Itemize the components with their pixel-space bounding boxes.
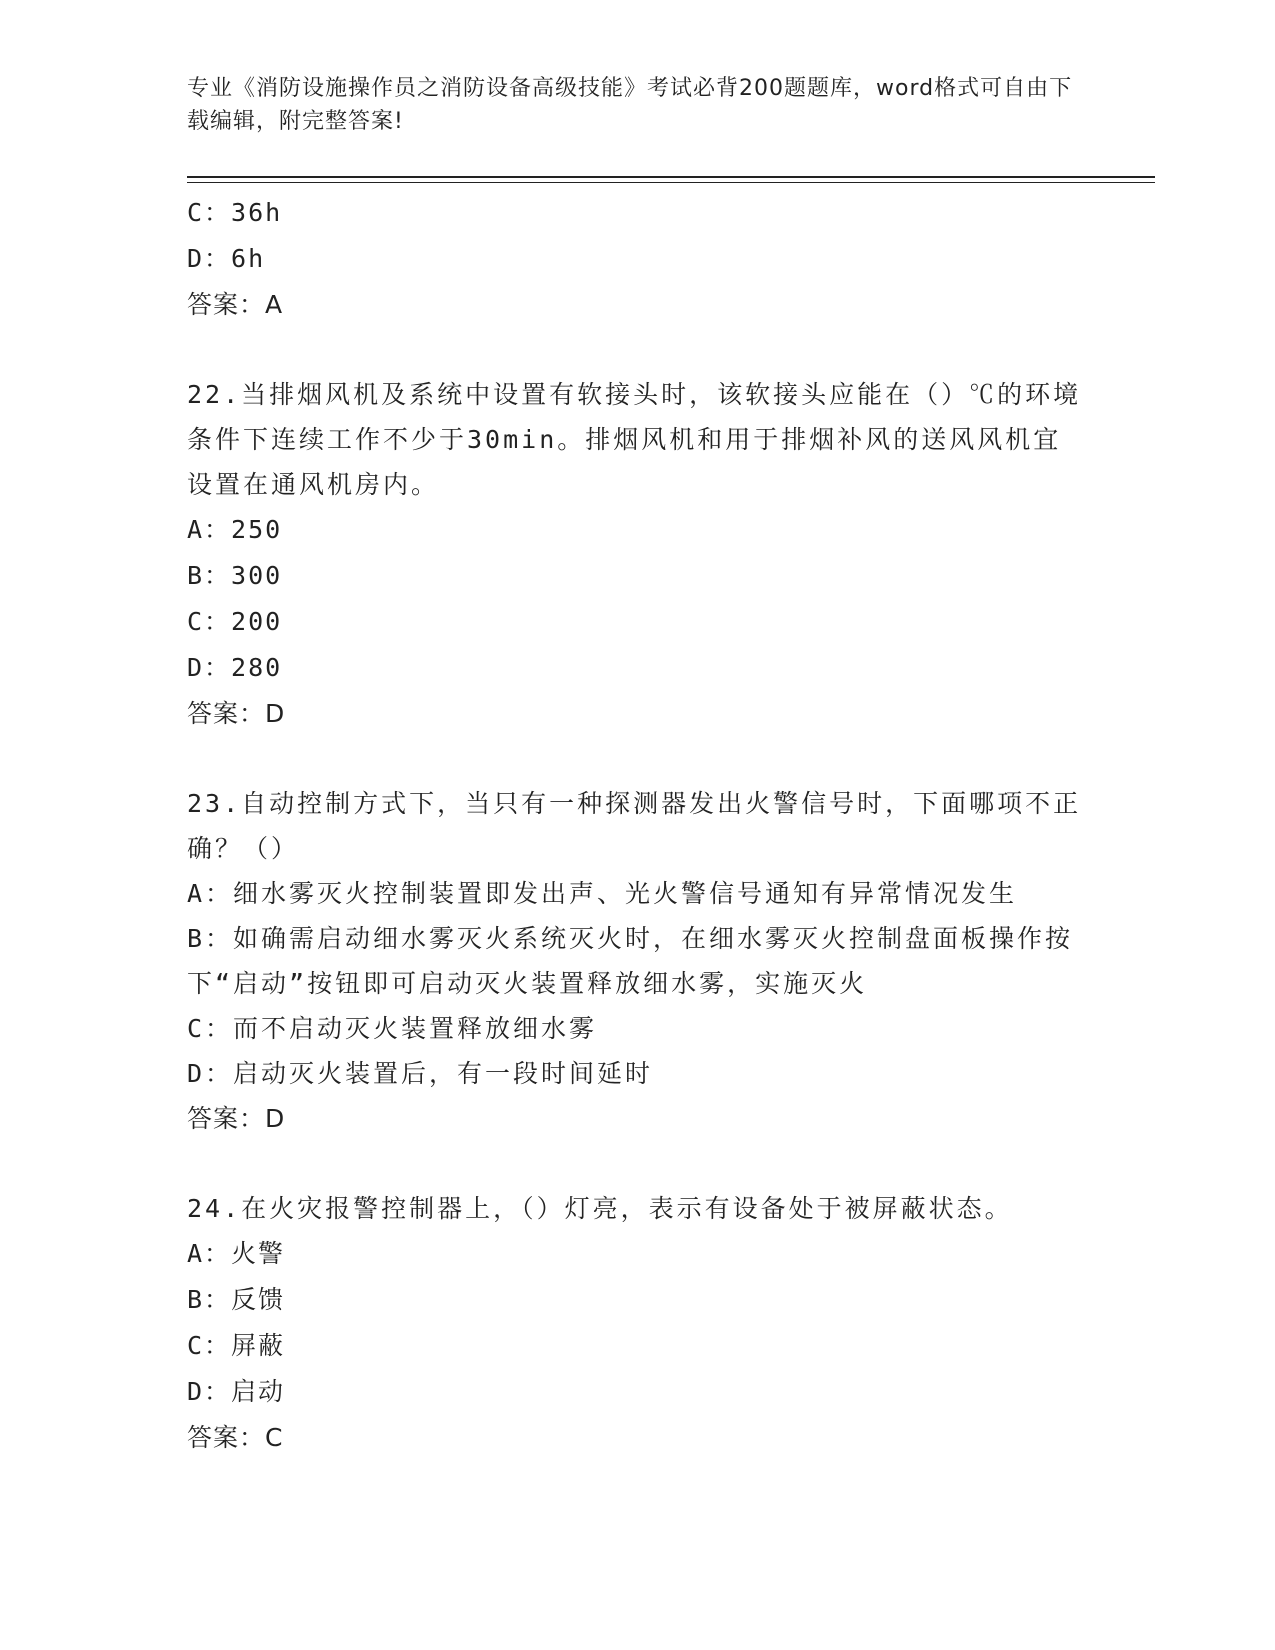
question-22 [187, 372, 1087, 737]
document-header: 专业《消防设施操作员之消防设备高级技能》考试必背200题题库，word格式可自由下载编辑，附完整答案! [187, 76, 1073, 134]
option-a: A：细水雾灭火控制装置即发出声、光火警信号通知有异常情况发生 [187, 879, 1018, 908]
previous-question-tail [187, 190, 1087, 328]
question-23 [187, 781, 1087, 1142]
answer-line: 答案：A [187, 290, 284, 319]
question-24 [187, 1186, 1087, 1461]
option-c: C：36h [187, 198, 283, 227]
option-a: A：250 [187, 515, 283, 544]
answer-line: 答案：D [187, 1104, 286, 1133]
option-c: C：200 [187, 607, 283, 636]
option-b: B：300 [187, 561, 283, 590]
header-rule-thick [187, 176, 1155, 178]
option-d: D：6h [187, 244, 266, 273]
option-d: D：启动 [187, 1377, 286, 1406]
option-d: D：280 [187, 653, 283, 682]
answer-line: 答案：C [187, 1423, 284, 1452]
question-stem: 23.自动控制方式下，当只有一种探测器发出火警信号时，下面哪项不正确？（） [187, 789, 1082, 863]
question-stem: 24.在火灾报警控制器上，（）灯亮，表示有设备处于被屏蔽状态。 [187, 1194, 1013, 1223]
option-d: D：启动灭火装置后，有一段时间延时 [187, 1059, 654, 1088]
option-b: B：如确需启动细水雾灭火系统灭火时，在细水雾灭火控制盘面板操作按下“启动”按钮即可启动灭火装置释放细水雾，实施灭火 [187, 924, 1074, 998]
option-b: B：反馈 [187, 1285, 286, 1314]
option-a: A：火警 [187, 1239, 286, 1268]
option-c: C：屏蔽 [187, 1331, 286, 1360]
option-c: C：而不启动灭火装置释放细水雾 [187, 1014, 598, 1043]
question-stem: 22.当排烟风机及系统中设置有软接头时，该软接头应能在（）℃的环境条件下连续工作不少于30min。排烟风机和用于排烟补风的送风风机宜设置在通风机房内。 [187, 380, 1082, 499]
answer-line: 答案：D [187, 699, 286, 728]
header-rule-thin [187, 182, 1155, 183]
document-body [187, 190, 1087, 1461]
